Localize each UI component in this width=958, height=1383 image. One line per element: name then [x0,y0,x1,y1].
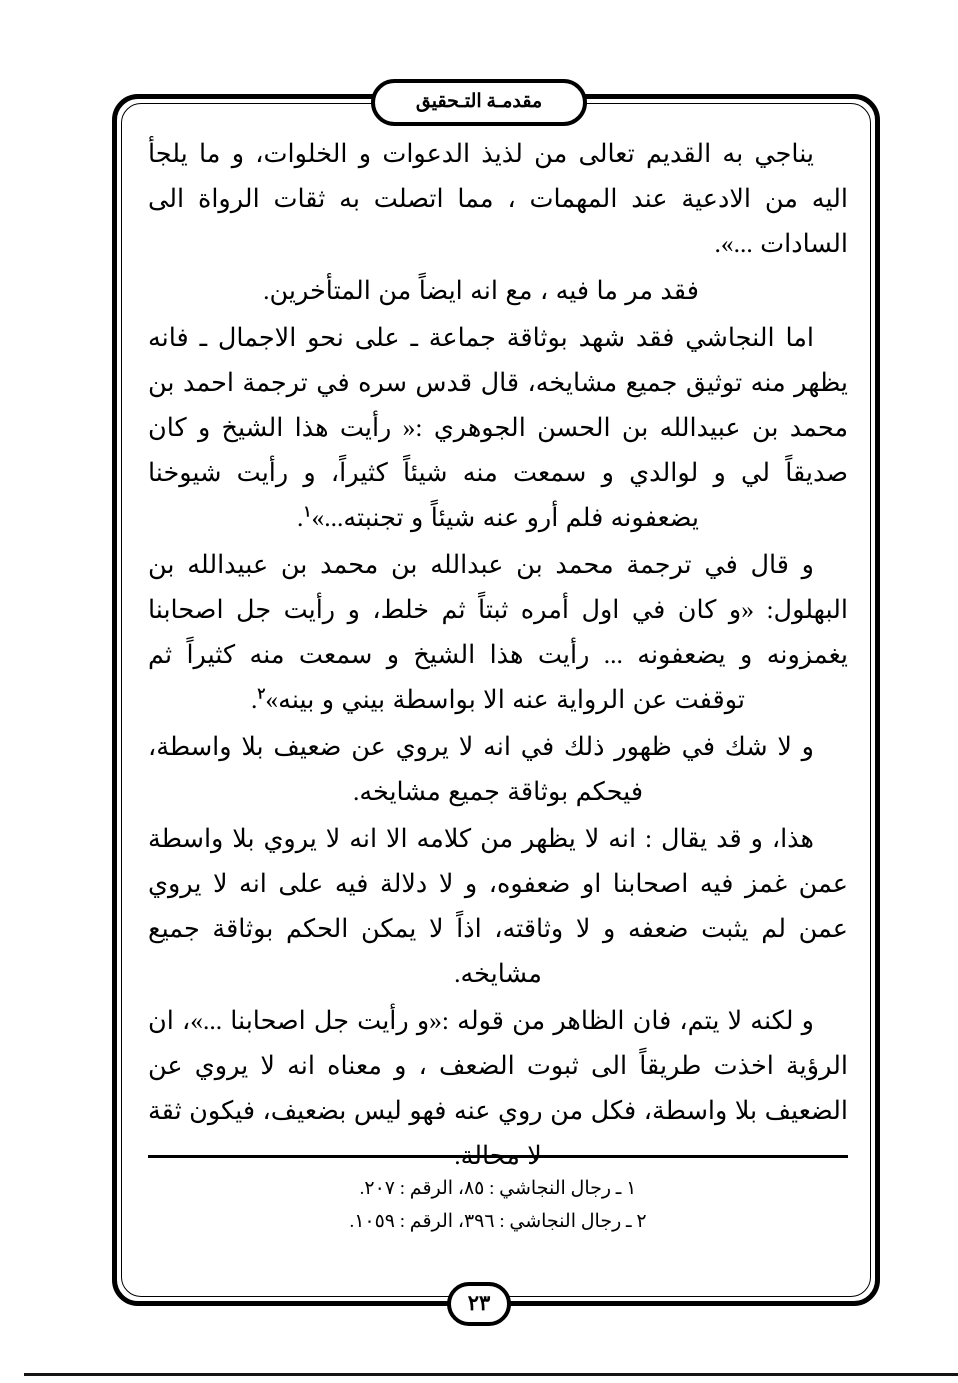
paragraph-1: يناجي به القديم تعالى من لذيذ الدعوات و الخلوات، و ما يلجأ اليه من الادعية عند المهمات ، مما اتصلت به ثقات الرواة الى السادات ...». [148,139,848,258]
footnote-marker-2: ٢ [257,686,266,703]
scan-edge-artifact [24,1373,958,1376]
running-header-title: مقدمـة التـحقيق [415,91,543,112]
paragraph-6: هذا، و قد يقال : انه لا يظهر من كلامه الا انه لا يروي بلا واسطة عمن غمز فيه اصحابنا او ضعفوه، و لا دلالة فيه على انه لا يروي عمن لم يثبت ضعفه و لا وثاقته، اذاً لا يمكن الحكم بوثاقة جميع مشايخه. [148,824,848,988]
page-number-pill [447,1282,511,1326]
footnote-block [148,1155,848,1238]
footnote-marker-1: ١ [303,504,312,521]
paragraph-7: و لكنه لا يتم، فان الظاهر من قوله :«و رأيت جل اصحابنا ...»، ان الرؤية اخذت طريقاً الى ثبوت الضعف ، و معناه انه لا يروي عن الضعيف بلا واسطة، فكل من روي عنه فهو ليس بضعيف، فيكون ثقة لا محالة. [148,1006,848,1170]
paragraph-2: فقد مر ما فيه ، مع انه ايضاً من المتأخرين. [263,276,699,305]
paragraph-4-trailing: . [250,685,258,714]
paragraph-4-text: و قال في ترجمة محمد بن عبدالله بن محمد بن عبيدالله بن البهلول: «و كان في اول أمره ثبتاً ثم خلط، و رأيت جل اصحابنا يغمزونه و يضعفونه ... رأيت هذا الشيخ و سمعت منه كثيراً ثم توقفت عن الرواية عنه الا بواسطة بيني و بينه» [148,550,848,714]
text-column [148,131,848,1170]
paragraph-3-trailing: . [297,503,304,532]
page-number-value: ٢٣ [467,1290,491,1315]
paragraph-4 [148,542,848,722]
footnote-item-2: ٢ ـ رجال النجاشي : ٣٩٦، الرقم : ١٠٥٩. [349,1211,647,1232]
footnote-item-1: ١ ـ رجال النجاشي : ٨٥، الرقم : ٢٠٧. [359,1178,637,1199]
running-header-pill [371,79,587,126]
paragraph-3-text: اما النجاشي فقد شهد بوثاقة جماعة ـ على نحو الاجمال ـ فانه يظهر منه توثيق جميع مشايخه، قال قدس سره في ترجمة احمد بن محمد بن عبيدالله بن الحسن الجوهري :« رأيت هذا الشيخ و كان صديقاً لي و لوالدي و سمعت منه شيئاً كثيراً، و رأيت شيوخنا يضعفونه فلم أرو عنه شيئاً و تجنبته...» [148,323,848,532]
paragraph-3 [148,315,848,540]
footnote-separator-rule [148,1155,848,1158]
paragraph-5: و لا شك في ظهور ذلك في انه لا يروي عن ضعيف بلا واسطة، فيحكم بوثاقة جميع مشايخه. [148,732,814,806]
